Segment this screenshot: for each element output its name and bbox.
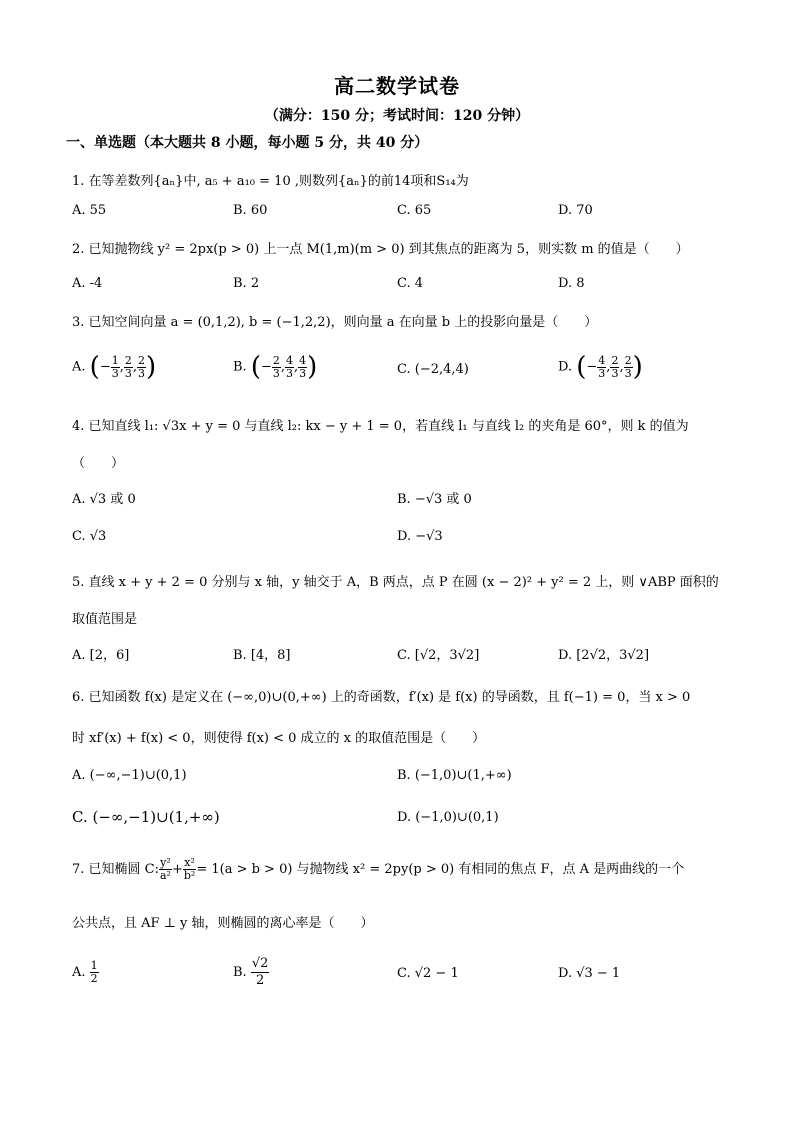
- q2-option-d: D. 8: [558, 276, 585, 291]
- q5-option-a: A. [2，6]: [72, 648, 130, 663]
- q2-option-a: A. -4: [72, 276, 103, 291]
- q7-option-d: D. √3 − 1: [558, 966, 621, 981]
- q5-option-d: D. [2√2，3√2]: [558, 648, 650, 663]
- q1-option-b: B. 60: [233, 203, 268, 218]
- q2-option-c: C. 4: [397, 276, 424, 291]
- question-1-stem: 1. 在等差数列{aₙ}中, a₅ + a₁₀ = 10 ,则数列{aₙ}的前14项和S₁₄为: [72, 174, 469, 189]
- q4-option-c: C. √3: [72, 529, 107, 544]
- q2-option-b: B. 2: [233, 276, 260, 291]
- question-4-paren: （ ）: [72, 456, 125, 471]
- q6-option-c: C. (−∞,−1)∪(1,+∞): [72, 808, 220, 826]
- page-title: 高二数学试卷: [334, 74, 460, 98]
- q1-option-c: C. 65: [397, 203, 432, 218]
- q7-option-b-label: B.: [233, 965, 247, 980]
- q4-option-d: D. −√3: [397, 529, 443, 544]
- q3-option-a-label: A.: [72, 359, 86, 375]
- q6-option-a: A. (−∞,−1)∪(0,1): [72, 768, 187, 783]
- q3-option-c-text: (−2,4,4): [414, 362, 469, 377]
- question-4-stem: 4. 已知直线 l₁: √3x + y = 0 与直线 l₂: kx − y + 1 = 0，若直线 l₁ 与直线 l₂ 的夹角是 60°，则 k 的值为: [72, 419, 689, 434]
- question-5-stem-2: 取值范围是: [72, 612, 138, 627]
- question-2-stem: 2. 已知抛物线 y² = 2px(p > 0) 上一点 M(1,m)(m > 0) 到其焦点的距离为 5，则实数 m 的值是（ ）: [72, 242, 689, 257]
- q3-option-d-label: D.: [558, 359, 573, 375]
- q1-option-d: D. 70: [558, 203, 593, 218]
- q3-option-c-label: C.: [397, 362, 411, 377]
- q7-option-c: C. √2 − 1: [397, 966, 459, 981]
- q5-option-c: C. [√2，3√2]: [397, 648, 480, 663]
- section-heading: 一、单选题（本大题共 8 小题，每小题 5 分，共 40 分）: [66, 135, 429, 151]
- question-7-stem: 7. 已知椭圆 C: $\frac{\text{y²}}{\text{a²}}$ + $\frac{\text{x²}}{\text{b²}}$ = 1(a > b > 0) 与抛物线 x² = 2py(p > 0) 有相同的焦点 F，点 A 是两曲线的一个: [72, 856, 685, 882]
- question-7-stem-2: 公共点，且 AF ⊥ y 轴，则椭圆的离心率是（ ）: [72, 916, 374, 931]
- q3-option-b: B. (− $\frac{2}{3}$ , $\frac{4}{3}$ , $\frac{4}{3}$ ): [233, 352, 318, 382]
- q7-option-b: B. $\frac{√2}{2}$: [233, 956, 269, 988]
- exam-info: （满分：150 分；考试时间：120 分钟）: [264, 108, 530, 124]
- q3-option-d: D. (− $\frac{4}{3}$ , $\frac{2}{3}$ , $\frac{2}{3}$ ): [558, 352, 643, 382]
- question-3-stem: 3. 已知空间向量 a = (0,1,2), b = (−1,2,2)，则向量 a 在向量 b 上的投影向量是（ ）: [72, 315, 598, 330]
- question-6-stem-2: 时 xf′(x) + f(x) < 0，则使得 f(x) < 0 成立的 x 的取值范围是（ ）: [72, 731, 486, 746]
- q4-option-a: A. √3 或 0: [72, 492, 136, 507]
- q1-option-a: A. 55: [72, 203, 107, 218]
- q6-option-d: D. (−1,0)∪(0,1): [397, 810, 499, 825]
- q6-option-b: B. (−1,0)∪(1,+∞): [397, 768, 512, 783]
- q7-option-a-label: A.: [72, 965, 86, 980]
- question-7-stem-pre: 7. 已知椭圆 C:: [72, 862, 159, 877]
- q4-option-b: B. −√3 或 0: [397, 492, 472, 507]
- question-6-stem: 6. 已知函数 f(x) 是定义在 (−∞,0)∪(0,+∞) 上的奇函数，f′(x) 是 f(x) 的导函数，且 f(−1) = 0，当 x > 0: [72, 690, 691, 705]
- q3-option-b-label: B.: [233, 359, 247, 375]
- q7-option-a: A. $\frac{1}{2}$: [72, 959, 98, 985]
- question-7-stem-post: = 1(a > b > 0) 与抛物线 x² = 2py(p > 0) 有相同的焦点 F，点 A 是两曲线的一个: [196, 862, 685, 877]
- q5-option-b: B. [4，8]: [233, 648, 291, 663]
- q3-option-c: [397, 362, 469, 377]
- question-5-stem: 5. 直线 x + y + 2 = 0 分别与 x 轴，y 轴交于 A，B 两点，点 P 在圆 (x − 2)² + y² = 2 上，则 ∨ABP 面积的: [72, 575, 719, 590]
- q3-option-a: A. (− $\frac{1}{3}$ , $\frac{2}{3}$ , $\frac{2}{3}$ ): [72, 352, 157, 382]
